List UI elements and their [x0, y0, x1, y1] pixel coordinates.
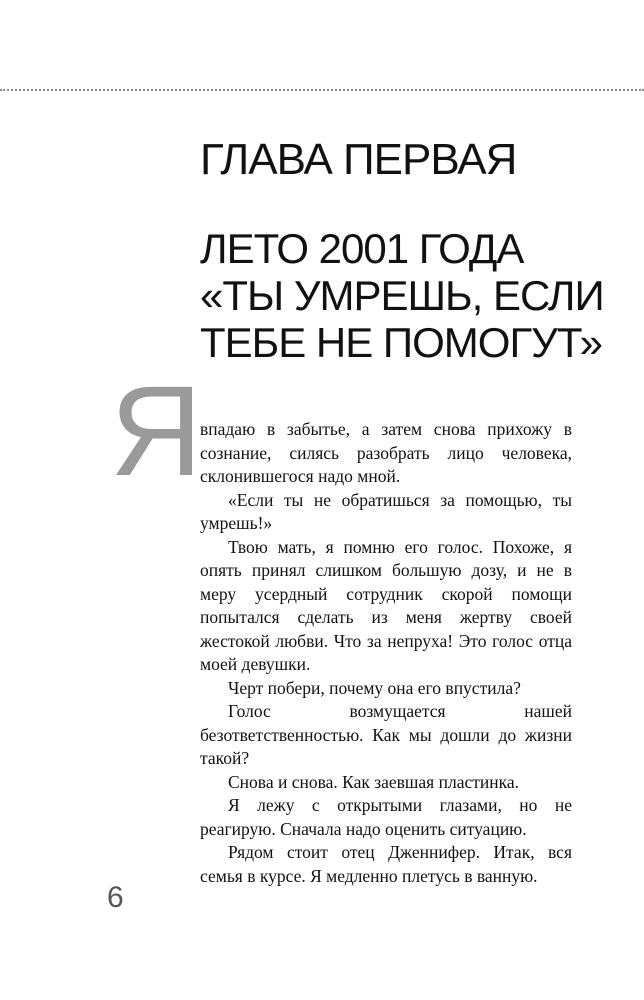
paragraph: впадаю в забытье, а затем снова прихожу в сознание, силясь разобрать лицо человека, склонившегося надо мной. [200, 419, 572, 486]
drop-cap: Я [110, 360, 203, 503]
chapter-title: ГЛАВА ПЕРВАЯ [200, 135, 517, 184]
paragraph: Снова и снова. Как заевшая пластинка. [228, 771, 519, 792]
dotted-cut-line [0, 89, 644, 91]
subtitle-line: ТЕБЕ НЕ ПОМОГУТ» [200, 319, 603, 366]
paragraph: Твою мать, я помню его голос. Похоже, я опять принял слишком большую дозу, и не в меру усердный сотрудник скорой помощи попытался сделать из меня жертву своей жестокой любви. Что за непруха! Это голос отца моей девушки. [200, 536, 572, 674]
page-number: 6 [107, 881, 124, 914]
subtitle-line: «ТЫ УМРЕШЬ, ЕСЛИ [200, 272, 604, 319]
paragraph: Я лежу с открытыми глазами, но не реагирую. Сначала надо оценить ситуацию. [200, 795, 572, 839]
paragraph: «Если ты не обратишься за помощью, ты умрешь!» [200, 489, 572, 533]
chapter-subtitle [200, 225, 630, 366]
paragraph: Черт побери, почему она его впустила? [228, 677, 521, 698]
body-text [200, 418, 572, 888]
paragraph: Голос возмущается нашей безответственностью. Как мы дошли до жизни такой? [200, 701, 572, 768]
subtitle-line: ЛЕТО 2001 ГОДА [200, 225, 524, 272]
paragraph: Рядом стоит отец Дженнифер. Итак, вся семья в курсе. Я медленно плетусь в ванную. [200, 842, 572, 886]
